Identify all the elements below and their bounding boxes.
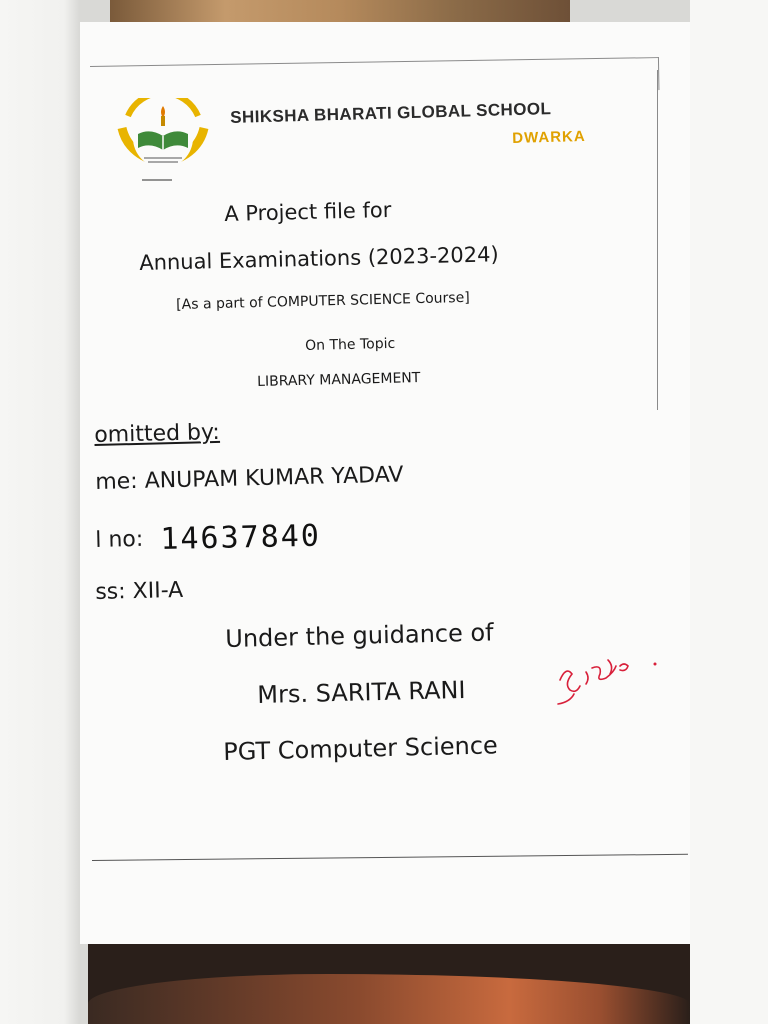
topic-label: On The Topic — [305, 335, 396, 354]
roll-number-handwritten: 14637840 — [160, 518, 322, 557]
teacher-name: Mrs. SARITA RANI — [257, 675, 466, 709]
cover-title: A Project file for — [224, 197, 392, 226]
topic-title: LIBRARY MANAGEMENT — [257, 370, 421, 390]
page-edge-right — [690, 0, 768, 1024]
class-line: ss: XII-A — [95, 577, 184, 605]
teacher-signature-icon — [550, 650, 665, 710]
submitted-by-label: omitted by: — [94, 419, 221, 448]
guidance-label: Under the guidance of — [225, 618, 494, 653]
photo-background-top — [110, 0, 570, 22]
teacher-designation: PGT Computer Science — [223, 731, 499, 766]
student-name-line: me: ANUPAM KUMAR YADAV — [95, 462, 404, 495]
course-line: [As a part of COMPUTER SCIENCE Course] — [176, 289, 470, 313]
school-logo-icon — [108, 98, 218, 190]
school-name: SHIKSHA BHARATI GLOBAL SCHOOL — [230, 99, 552, 127]
roll-number-label: l no: — [95, 526, 144, 553]
school-city: DWARKA — [512, 127, 586, 147]
exam-line: Annual Examinations (2023-2024) — [139, 242, 499, 275]
photo-background-bottom — [88, 944, 690, 1024]
page-edge-left — [0, 0, 80, 1024]
page-border-right — [657, 70, 658, 410]
